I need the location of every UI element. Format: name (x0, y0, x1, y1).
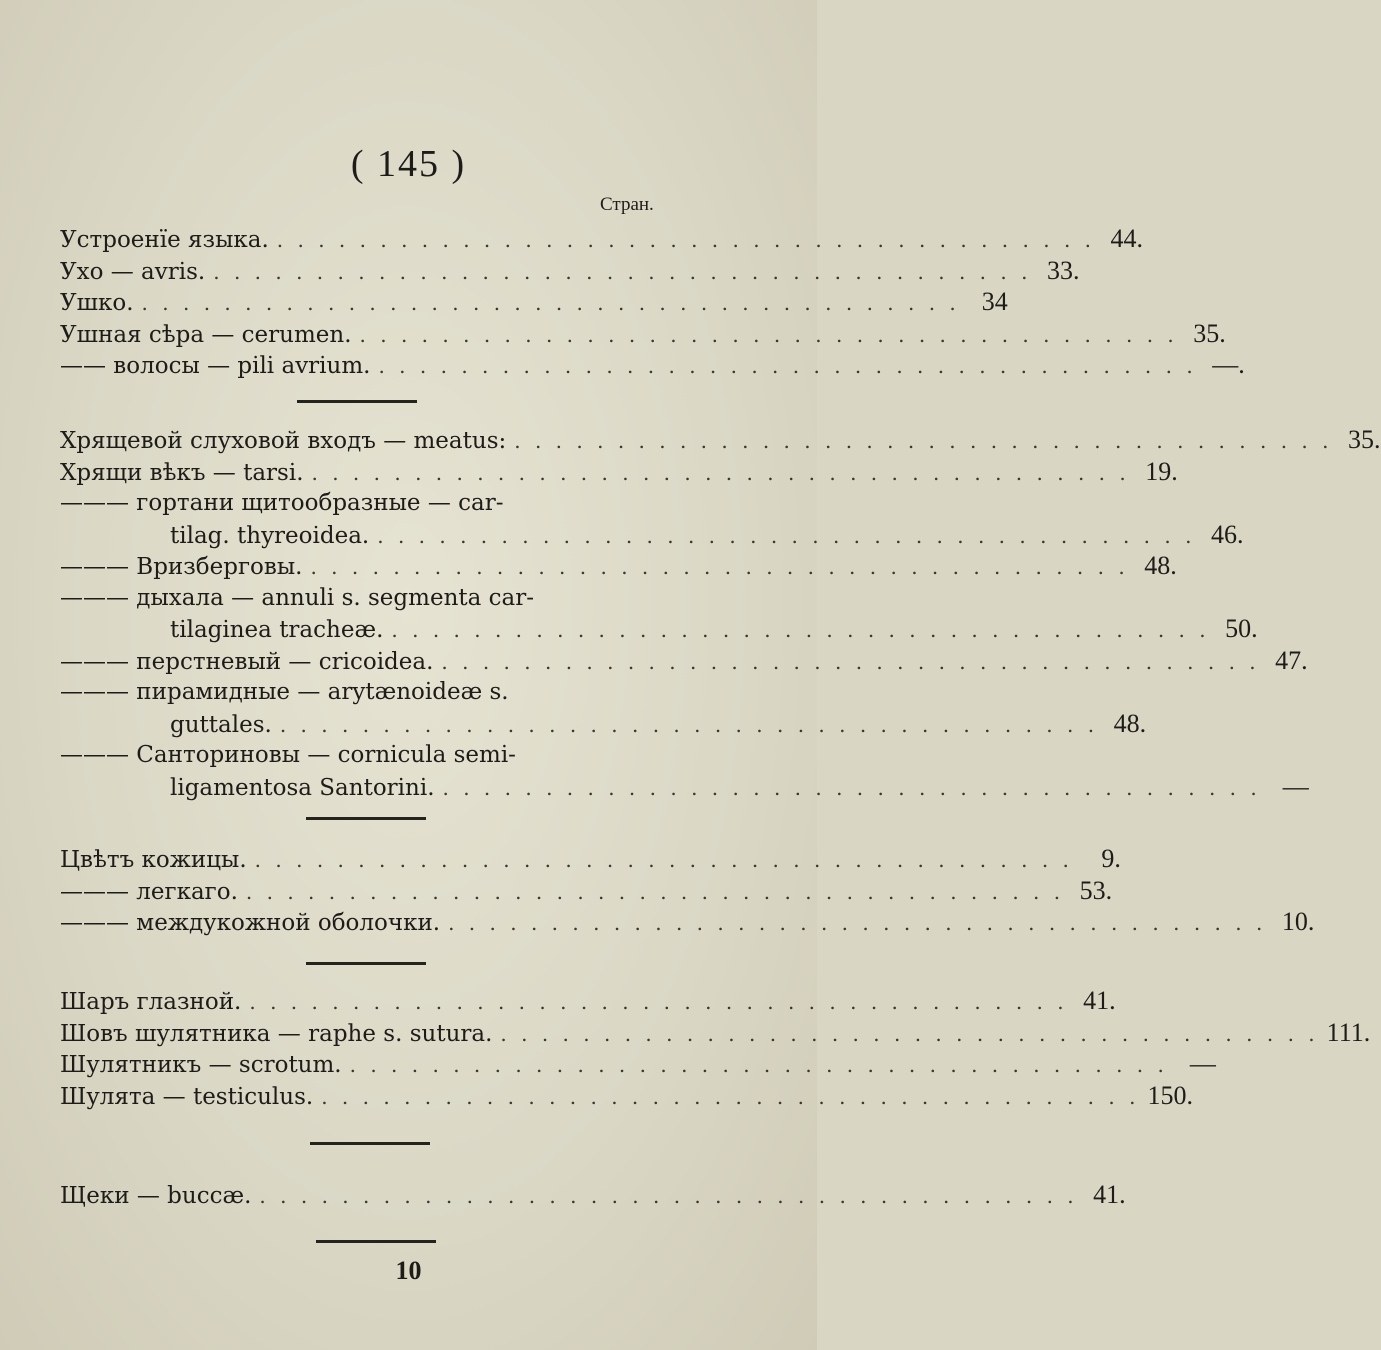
leader-dots: . . . . . . . . . . . . . . . . . . . . . . . . . . . . . . . . . . . . . . . . (442, 775, 1261, 800)
index-entry (60, 644, 1308, 678)
entry-term: ——— гортани щитообразные — car- (60, 490, 504, 516)
section-divider (310, 1142, 430, 1145)
leader-dots: . . . . . . . . . . . . . . . . . . . . . . . . . . . . . . . . . . . . . . . . (378, 354, 1197, 378)
leader-dots: . . . . . . . . . . . . . . . . . . . . . . . . . . . . . . . . . . . . . . . . (441, 649, 1260, 674)
index-entry (60, 455, 1178, 489)
leader-dots: . . . . . . . . . . . . . . . . . . . . . . . . . . . . . . . . . . . . . . . . (279, 712, 1099, 737)
entry-term: Щеки — buccæ. (60, 1183, 252, 1209)
entry-page-ref: 47. (1275, 645, 1308, 675)
signature-mark: 10 (395, 1256, 422, 1285)
entry-term: Ушная сѣра — cerumen. (60, 321, 352, 348)
leader-dots: . . . . . . . . . . . . . . . . . . . . . . . . . . . . . . . . . . . . . . . . (249, 990, 1068, 1014)
leader-dots: . . . . . . . . . . . . . . . . . . . . . . . . . . . . . . . . . . . . . . . . (311, 460, 1130, 485)
index-entry (170, 707, 1147, 741)
entry-page-ref: 19. (1145, 456, 1178, 486)
entry-term: tilaginea tracheæ. (170, 617, 384, 643)
entry-term: —— волосы — pili avrium. (60, 353, 371, 379)
entry-term: guttales. (170, 711, 272, 738)
index-entry (60, 486, 685, 520)
entry-page-ref: 10. (1281, 907, 1315, 936)
index-entry (60, 549, 1177, 583)
section-divider (297, 400, 417, 403)
entry-page-ref: 50. (1225, 614, 1258, 643)
index-entry (170, 612, 1258, 646)
entry-page-ref: 41. (1093, 1180, 1126, 1209)
leader-dots: . . . . . . . . . . . . . . . . . . . . . . . . . . . . . . . . . . . . . . . . (448, 911, 1267, 935)
index-entry (60, 905, 1315, 939)
index-entry (60, 1047, 1216, 1081)
entry-term: ligamentosa Santorini. (170, 774, 435, 801)
index-entry (60, 285, 1008, 319)
leader-dots: . . . . . . . . . . . . . . . . . . . . . . . . . . . . . . . . . . . . . . . . (514, 429, 1333, 453)
leader-dots: . . . . . . . . . . . . . . . . . . . . . . . . . . . . . . . . . . . . . . . . (141, 291, 960, 315)
entry-page-ref: 150. (1147, 1080, 1193, 1110)
leader-dots: . . . . . . . . . . . . . . . . . . . . . . . . . . . . . . . . . . . . . . . . (500, 1021, 1319, 1046)
entry-term: Шовъ шулятника — raphe s. sutura. (60, 1020, 493, 1047)
entry-term: Шулятникъ — scrotum. (60, 1052, 342, 1078)
entry-term: ——— дыхала — annuli s. segmenta car- (60, 584, 535, 611)
page-number: ( 145 ) (350, 143, 467, 185)
section-divider (306, 817, 426, 820)
index-entry (60, 842, 1121, 876)
leader-dots: . . . . . . . . . . . . . . . . . . . . . . . . . . . . . . . . . . . . . . . . (310, 555, 1129, 579)
entry-page-ref: 44. (1110, 224, 1144, 253)
entry-term: Ушко. (60, 290, 134, 316)
entry-term: Шулята — testiculus. (60, 1083, 314, 1110)
leader-dots: . . . . . . . . . . . . . . . . . . . . . . . . . . . . . . . . . . . . . . . . (391, 618, 1210, 642)
index-entry (60, 738, 685, 772)
index-entry (170, 770, 1309, 804)
index-entry (60, 874, 1113, 908)
leader-dots: . . . . . . . . . . . . . . . . . . . . . . . . . . . . . . . . . . . . . . . . (321, 1084, 1140, 1109)
entry-term: Цвѣтъ кожицы. (60, 847, 247, 873)
leader-dots: . . . . . . . . . . . . . . . . . . . . . . . . . . . . . . . . . . . . . . . . (377, 523, 1196, 548)
leader-dots: . . . . . . . . . . . . . . . . . . . . . . . . . . . . . . . . . . . . . . . . (276, 228, 1096, 252)
entry-term: Шаръ глазной. (60, 989, 242, 1015)
entry-term: ——— пирамидные — arytænoideæ s. (60, 679, 509, 705)
entry-page-ref: 46. (1210, 519, 1244, 549)
section-divider (306, 962, 426, 965)
index-entry (60, 423, 1381, 457)
entry-page-ref: 111. (1326, 1017, 1371, 1047)
index-entry (60, 222, 1144, 256)
index-entry (60, 1016, 1371, 1050)
index-entry (60, 254, 1080, 288)
entry-term: ——— Вризберговы. (60, 554, 303, 580)
entry-page-ref: 48. (1144, 551, 1177, 580)
leader-dots: . . . . . . . . . . . . . . . . . . . . . . . . . . . . . . . . . . . . . . . . (254, 848, 1073, 872)
entry-page-ref: — (1282, 771, 1309, 801)
index-entry (60, 1079, 1193, 1113)
index-entry (60, 348, 1245, 382)
entry-term: Устроенїе языка. (60, 227, 269, 253)
entry-page-ref: 34 (981, 287, 1008, 316)
index-entry (60, 581, 685, 615)
entry-page-ref: — (1189, 1049, 1216, 1078)
leader-dots: . . . . . . . . . . . . . . . . . . . . . . . . . . . . . . . . . . . . . . . . (259, 1184, 1078, 1208)
entry-term: ——— междукожной оболочки. (60, 910, 441, 936)
entry-term: ——— перстневый — cricoidea. (60, 648, 434, 675)
entry-term: ——— легкаго. (60, 878, 238, 905)
leader-dots: . . . . . . . . . . . . . . . . . . . . . . . . . . . . . . . . . . . . . . . . (245, 879, 1065, 904)
leader-dots: . . . . . . . . . . . . . . . . . . . . . . . . . . . . . . . . . . . . . . . . (213, 259, 1032, 284)
index-entry (60, 675, 685, 709)
index-entry (60, 984, 1116, 1018)
entry-term: ——— Санториновы — cornicula semi- (60, 742, 516, 768)
entry-page-ref: 35. (1348, 425, 1381, 454)
entry-page-ref: 33. (1046, 255, 1080, 285)
entry-page-ref: 41. (1083, 986, 1116, 1015)
index-entry (60, 317, 1226, 351)
entry-page-ref: 48. (1113, 708, 1147, 738)
leader-dots: . . . . . . . . . . . . . . . . . . . . . . . . . . . . . . . . . . . . . . . . (359, 322, 1178, 347)
entry-term: Ухо — avris. (60, 258, 206, 285)
leader-dots: . . . . . . . . . . . . . . . . . . . . . . . . . . . . . . . . . . . . . . . . (349, 1053, 1168, 1077)
entry-term: Хрящевой слуховой входъ — meatus: (60, 428, 507, 454)
entry-page-ref: —. (1212, 350, 1245, 379)
entry-page-ref: 35. (1193, 318, 1226, 348)
index-entry (170, 518, 1244, 552)
section-divider (316, 1240, 436, 1243)
entry-term: tilag. thyreoidea. (170, 522, 370, 549)
entry-page-ref: 53. (1079, 875, 1113, 905)
index-entry (60, 1178, 1126, 1212)
entry-term: Хрящи вѣкъ — tarsi. (60, 459, 304, 486)
entry-page-ref: 9. (1101, 844, 1121, 873)
page-column-label: Стран. (600, 194, 654, 215)
